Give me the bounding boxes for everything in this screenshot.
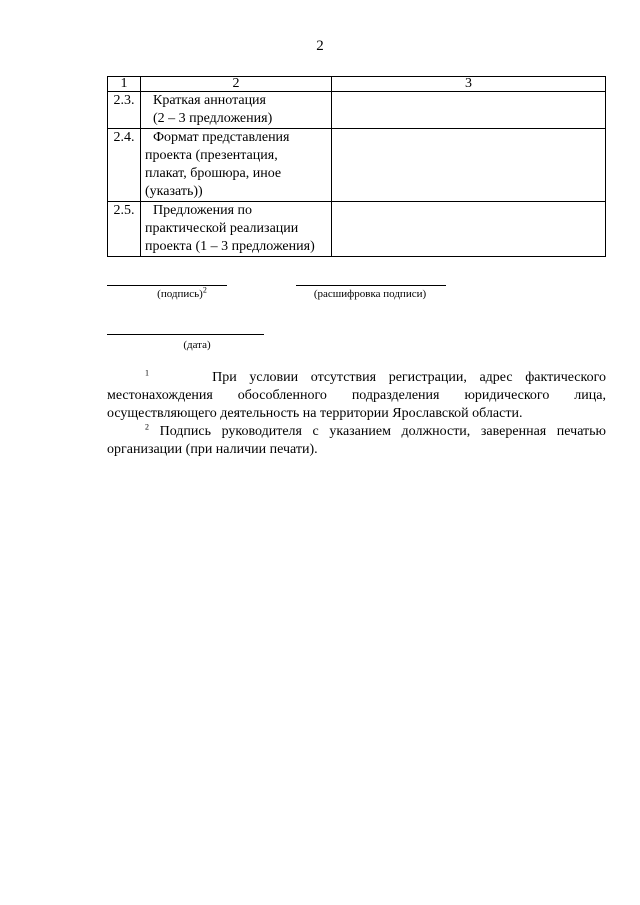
row-description — [141, 202, 332, 257]
row-value-cell[interactable] — [332, 202, 606, 257]
description-line: (2 – 3 предложения) — [153, 111, 273, 126]
form-table — [107, 76, 606, 257]
table-row — [108, 129, 606, 202]
description-line: (указать)) — [145, 184, 203, 199]
footnote-text: Подпись руководителя с указанием должности, заверенная печатью организации (при наличии печати). — [107, 424, 607, 457]
row-number: 2.4. — [108, 129, 141, 202]
footnote-mark: 1 — [145, 368, 149, 378]
footnote-mark: 2 — [145, 422, 149, 432]
row-description — [141, 92, 332, 129]
footnote-2 — [107, 423, 606, 459]
column-header-1: 1 — [108, 77, 141, 92]
description-line: проекта (1 – 3 предложения) — [145, 239, 315, 254]
signature-label: (подпись)$^2$ — [157, 285, 207, 300]
description-line: Краткая аннотация — [153, 93, 266, 108]
description-line: Предложения по — [153, 203, 253, 218]
row-description — [141, 129, 332, 202]
table-header-row — [108, 77, 606, 92]
row-number: 2.3. — [108, 92, 141, 129]
footnote-mark: 2 — [202, 285, 207, 295]
description-line: практической реализации — [145, 221, 299, 236]
description-line: плакат, брошюра, иное — [145, 166, 282, 181]
row-value-cell[interactable] — [332, 92, 606, 129]
signature-decoding-label: (расшифровка подписи) — [313, 288, 427, 300]
table-row — [108, 92, 606, 129]
description-line: проекта (презентация, — [145, 148, 278, 163]
date-line[interactable] — [107, 334, 264, 335]
table-row — [108, 202, 606, 257]
date-label: (дата) — [183, 339, 211, 351]
footnote-1 — [107, 369, 606, 423]
page-number: 2 — [316, 38, 324, 54]
signature-line[interactable] — [107, 285, 227, 286]
description-line: Формат представления — [153, 130, 290, 145]
signature-decoding-line[interactable] — [296, 285, 446, 286]
column-header-3: 3 — [332, 77, 606, 92]
row-number: 2.5. — [108, 202, 141, 257]
row-value-cell[interactable] — [332, 129, 606, 202]
footnote-text: При условии отсутствия регистрации, адрес фактического местонахождения обособленного подразделения юридического лица, осуществляющего деятельность на территории Ярославской области. — [107, 370, 607, 421]
column-header-2: 2 — [141, 77, 332, 92]
